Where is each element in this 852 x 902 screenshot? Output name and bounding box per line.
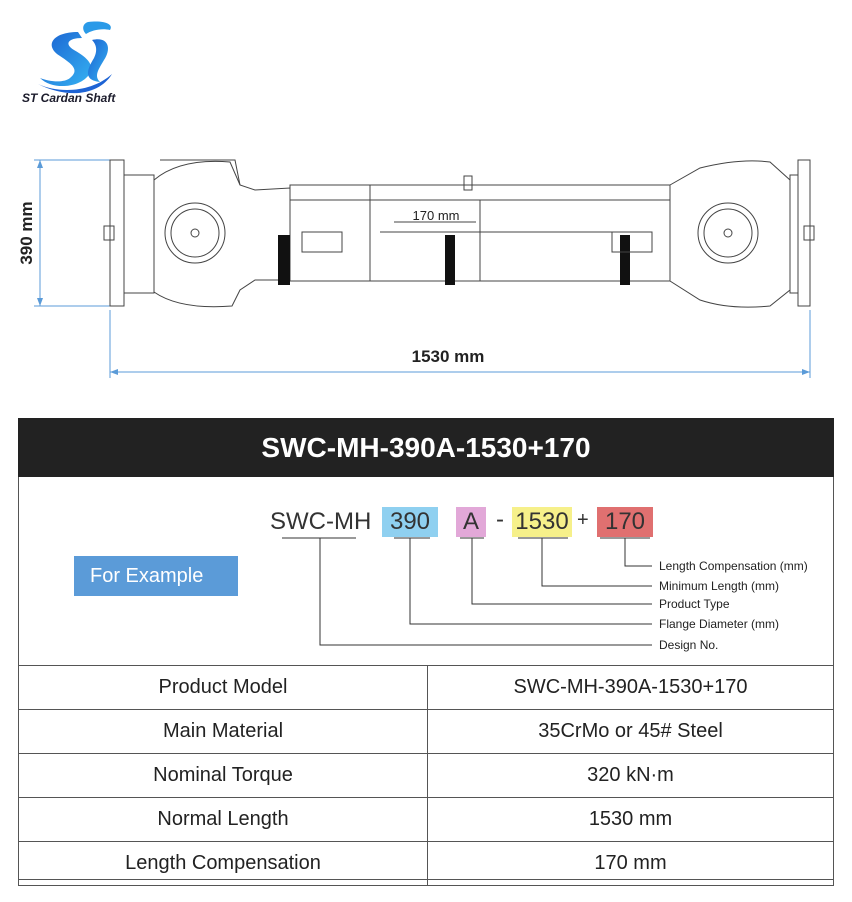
spec-key: Nominal Torque [19,754,428,798]
example-badge: For Example [74,556,238,596]
spec-value: 320 kN·m [428,754,834,798]
spec-value: SWC-MH-390A-1530+170 [428,666,834,710]
table-row [19,754,834,798]
table-row [19,798,834,842]
table-row [19,666,834,710]
code-separator: - [496,506,504,533]
cardan-shaft-drawing [0,140,852,390]
code-flange-diameter: 390 [382,507,438,537]
total-length-dimension: 1530 mm [411,347,485,366]
spec-table [18,665,834,886]
table-row [19,710,834,754]
compensation-dimension: 170 mm [412,208,460,223]
code-design-no: SWC-MH [270,508,372,535]
model-title: SWC-MH-390A-1530+170 [18,418,834,477]
legend-product-type: Product Type [659,597,730,611]
spec-key: Length Compensation [19,842,428,886]
legend-flange-diameter: Flange Diameter (mm) [659,617,780,631]
spec-value: 35CrMo or 45# Steel [428,710,834,754]
spec-key: Product Model [19,666,428,710]
legend-leader-lines [0,530,852,660]
spec-value: 170 mm [428,842,834,886]
legend-compensation: Length Compensation (mm) [659,559,808,573]
spec-value: 1530 mm [428,798,834,842]
spec-key: Main Material [19,710,428,754]
code-plus: + [577,509,589,531]
flange-diameter-dimension: 390 mm [17,201,36,265]
code-product-type: A [456,507,486,537]
table-row [19,842,834,886]
legend-design-no: Design No. [659,638,719,652]
legend-min-length: Minimum Length (mm) [659,579,780,593]
brand-name: ST Cardan Shaft [22,91,116,105]
code-min-length: 1530 [512,507,572,537]
code-compensation: 170 [597,507,653,537]
spec-key: Normal Length [19,798,428,842]
